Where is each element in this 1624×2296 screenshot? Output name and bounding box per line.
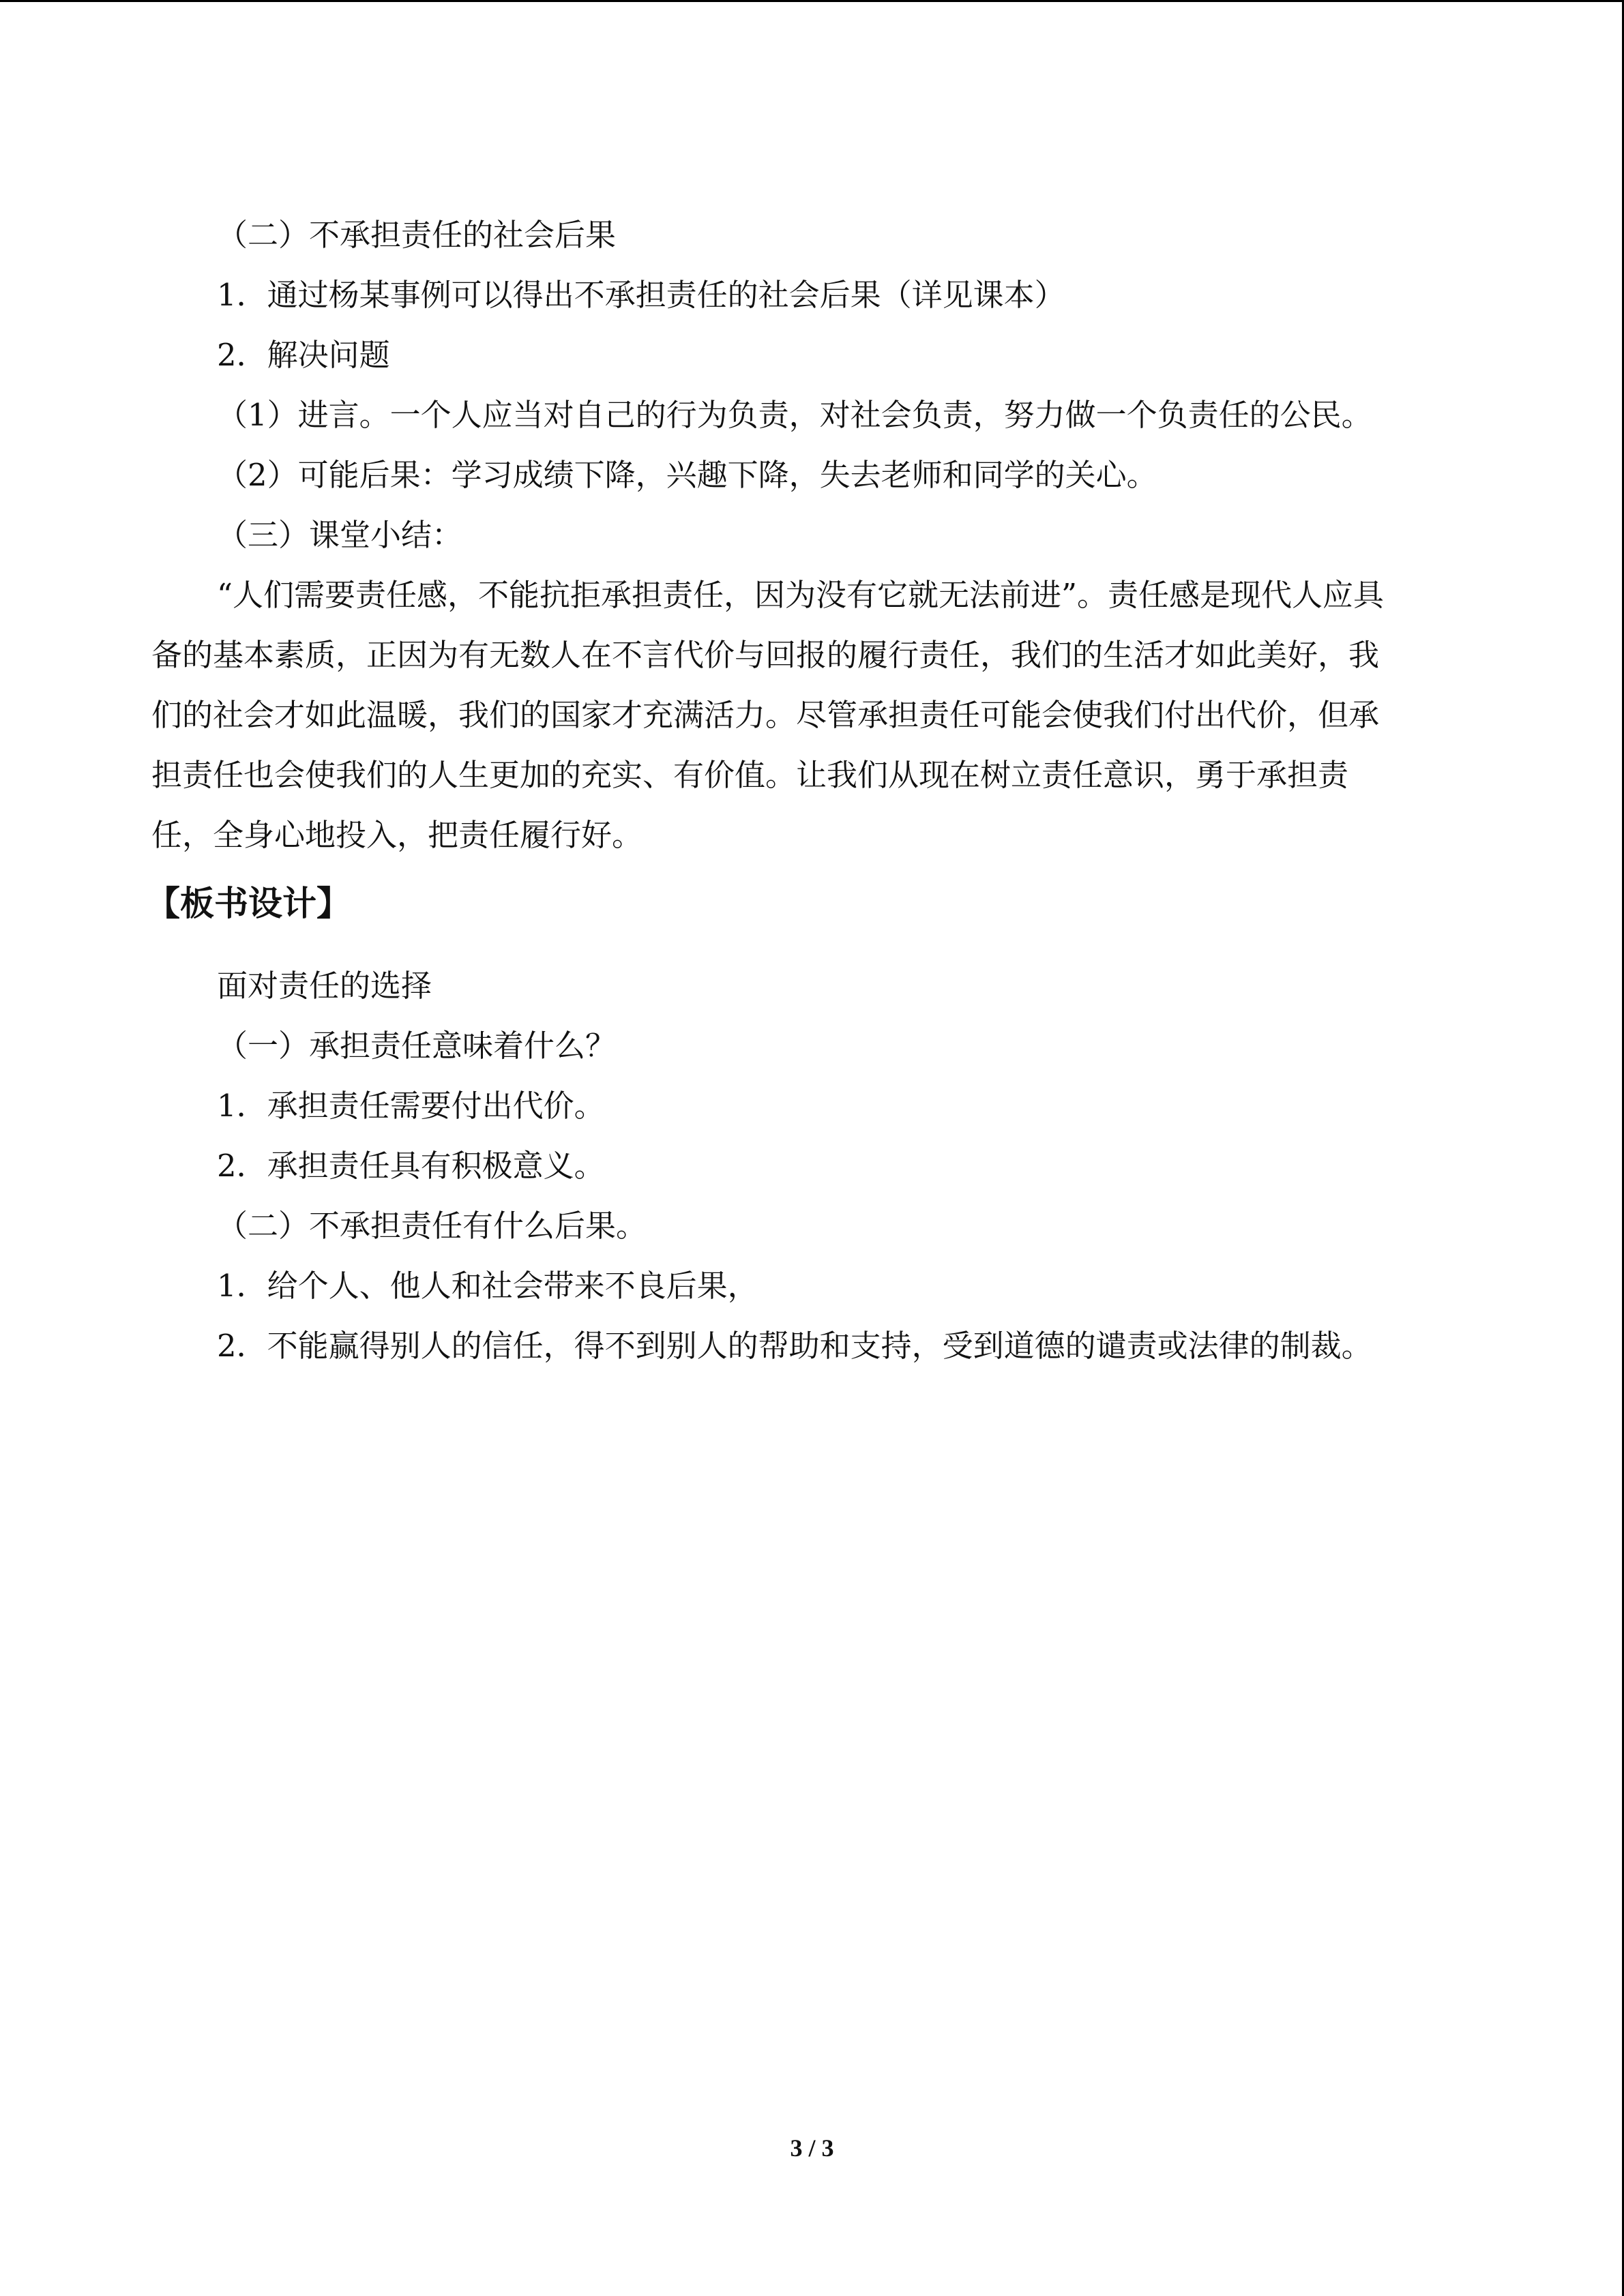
board-part-1-item-1: 1．承担责任需要付出代价。 [217, 1088, 605, 1124]
section-two-sub-1: （1）进言。一个人应当对自己的行为负责，对社会负责，努力做一个负责任的公民。 [217, 397, 1372, 433]
board-design-heading: 【板书设计】 [146, 884, 351, 923]
section-two-item-1: 1．通过杨某事例可以得出不承担责任的社会后果（详见课本） [217, 277, 1065, 313]
summary-paragraph-line: 任，全身心地投入，把责任履行好。 [151, 817, 643, 853]
top-border-line [0, 0, 1624, 2]
board-part-2-title: （二）不承担责任有什么后果。 [217, 1208, 647, 1244]
board-part-2-item-2: 2．不能赢得别人的信任，得不到别人的帮助和支持，受到道德的谴责或法律的制裁。 [217, 1328, 1372, 1364]
section-two-sub-2: （2）可能后果：学习成绩下降，兴趣下降，失去老师和同学的关心。 [217, 457, 1157, 493]
summary-paragraph-line: “人们需要责任感，不能抗拒承担责任，因为没有它就无法前进”。责任感是现代人应具 [217, 577, 1385, 613]
page-number: 3 / 3 [790, 2134, 834, 2162]
section-two-title: （二）不承担责任的社会后果 [217, 217, 617, 253]
board-part-1-item-2: 2．承担责任具有积极意义。 [217, 1148, 605, 1184]
summary-paragraph-line: 们的社会才如此温暖，我们的国家才充满活力。尽管承担责任可能会使我们付出代价，但承 [151, 697, 1380, 733]
board-design-title: 面对责任的选择 [217, 968, 432, 1004]
board-part-2-item-1: 1．给个人、他人和社会带来不良后果， [217, 1268, 758, 1304]
summary-paragraph-line: 担责任也会使我们的人生更加的充实、有价值。让我们从现在树立责任意识，勇于承担责 [151, 757, 1349, 793]
board-part-1-title: （一）承担责任意味着什么？ [217, 1028, 617, 1064]
section-two-item-2: 2．解决问题 [217, 337, 390, 373]
section-three-title: （三）课堂小结： [217, 517, 463, 553]
summary-paragraph-line: 备的基本素质，正因为有无数人在不言代价与回报的履行责任，我们的生活才如此美好，我 [151, 637, 1380, 673]
